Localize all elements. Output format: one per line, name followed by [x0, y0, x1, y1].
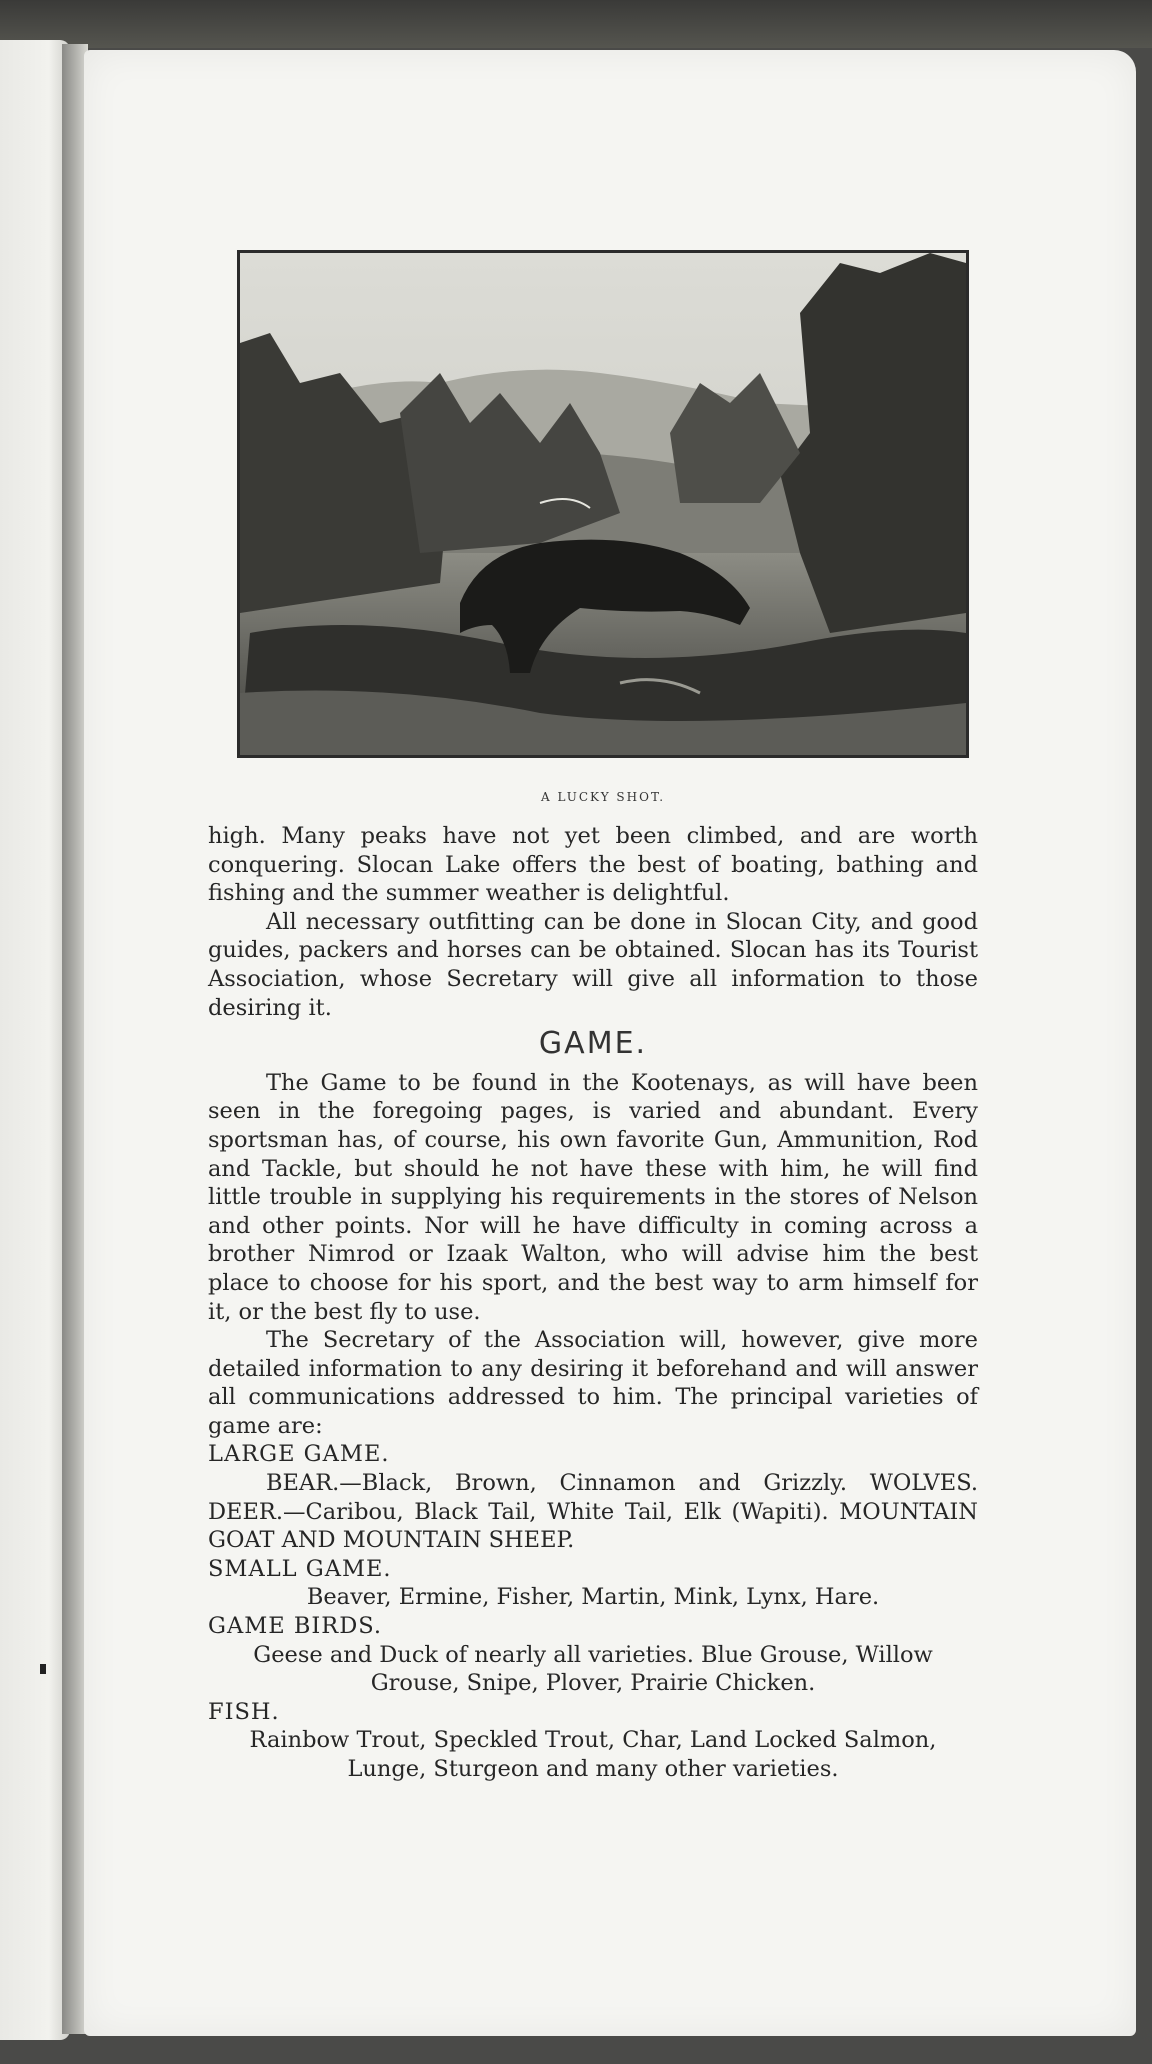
fish-heading: FISH.: [208, 1698, 280, 1725]
photo-caption: A LUCKY SHOT.: [540, 790, 666, 804]
left-page-mark: [40, 1664, 46, 1674]
small-game-heading: SMALL GAME.: [208, 1555, 392, 1582]
intro-paragraph: high. Many peaks have not yet been climbed, and are worth conquering. Slocan Lake offers the best of boating, bathing and fishing and the summer weather is delightful.: [208, 823, 978, 907]
game-birds-list: Geese and Duck of nearly all varieties. Blue Grouse, Willow Grouse, Snipe, Plover, Prairie Chicken.: [253, 1641, 933, 1697]
bear-photo-illustration: [240, 253, 966, 755]
page-text: [208, 822, 978, 1784]
left-page-edge: [0, 40, 70, 2040]
large-game-heading: LARGE GAME.: [208, 1441, 390, 1468]
game-birds-heading: GAME BIRDS.: [208, 1613, 383, 1640]
fish-list: Rainbow Trout, Speckled Trout, Char, Land Locked Salmon, Lunge, Sturgeon and many other varieties.: [249, 1727, 937, 1782]
bear-photo: [237, 250, 969, 758]
outfitting-paragraph: All necessary outfitting can be done in Slocan City, and good guides, packers and horses can be obtained. Slocan has its Tourist Association, whose Secretary will give all information to those desiring it.: [208, 908, 978, 1021]
large-game-list: BEAR.—Black, Brown, Cinnamon and Grizzly. WOLVES. DEER.—Caribou, Black Tail, White Tail, Elk (Wapiti). MOUNTAIN GOAT AND MOUNTAIN SHEEP.: [208, 1470, 978, 1554]
scan-top-edge: [0, 0, 1152, 48]
secretary-paragraph: The Secretary of the Association will, however, give more detailed information to any desiring it beforehand and will answer all communications addressed to him. The principal varieties of game are:: [208, 1327, 978, 1439]
small-game-list: Beaver, Ermine, Fisher, Martin, Mink, Lynx, Hare.: [306, 1584, 880, 1611]
game-heading: GAME.: [538, 1026, 648, 1062]
game-paragraph: The Game to be found in the Kootenays, as will have been seen in the foregoing pages, is varied and abundant. Every sportsman has, of course, his own favorite Gun, Ammunition, Rod and Tackle, but should he not have these with him, he will find little trouble in supplying his requirements in the stores of Nelson and other points. Nor will he have difficulty in coming across a brother Nimrod or Izaak Walton, who will advise him the best place to choose for his sport, and the best way to arm himself for it, or the best fly to use.: [208, 1069, 978, 1325]
